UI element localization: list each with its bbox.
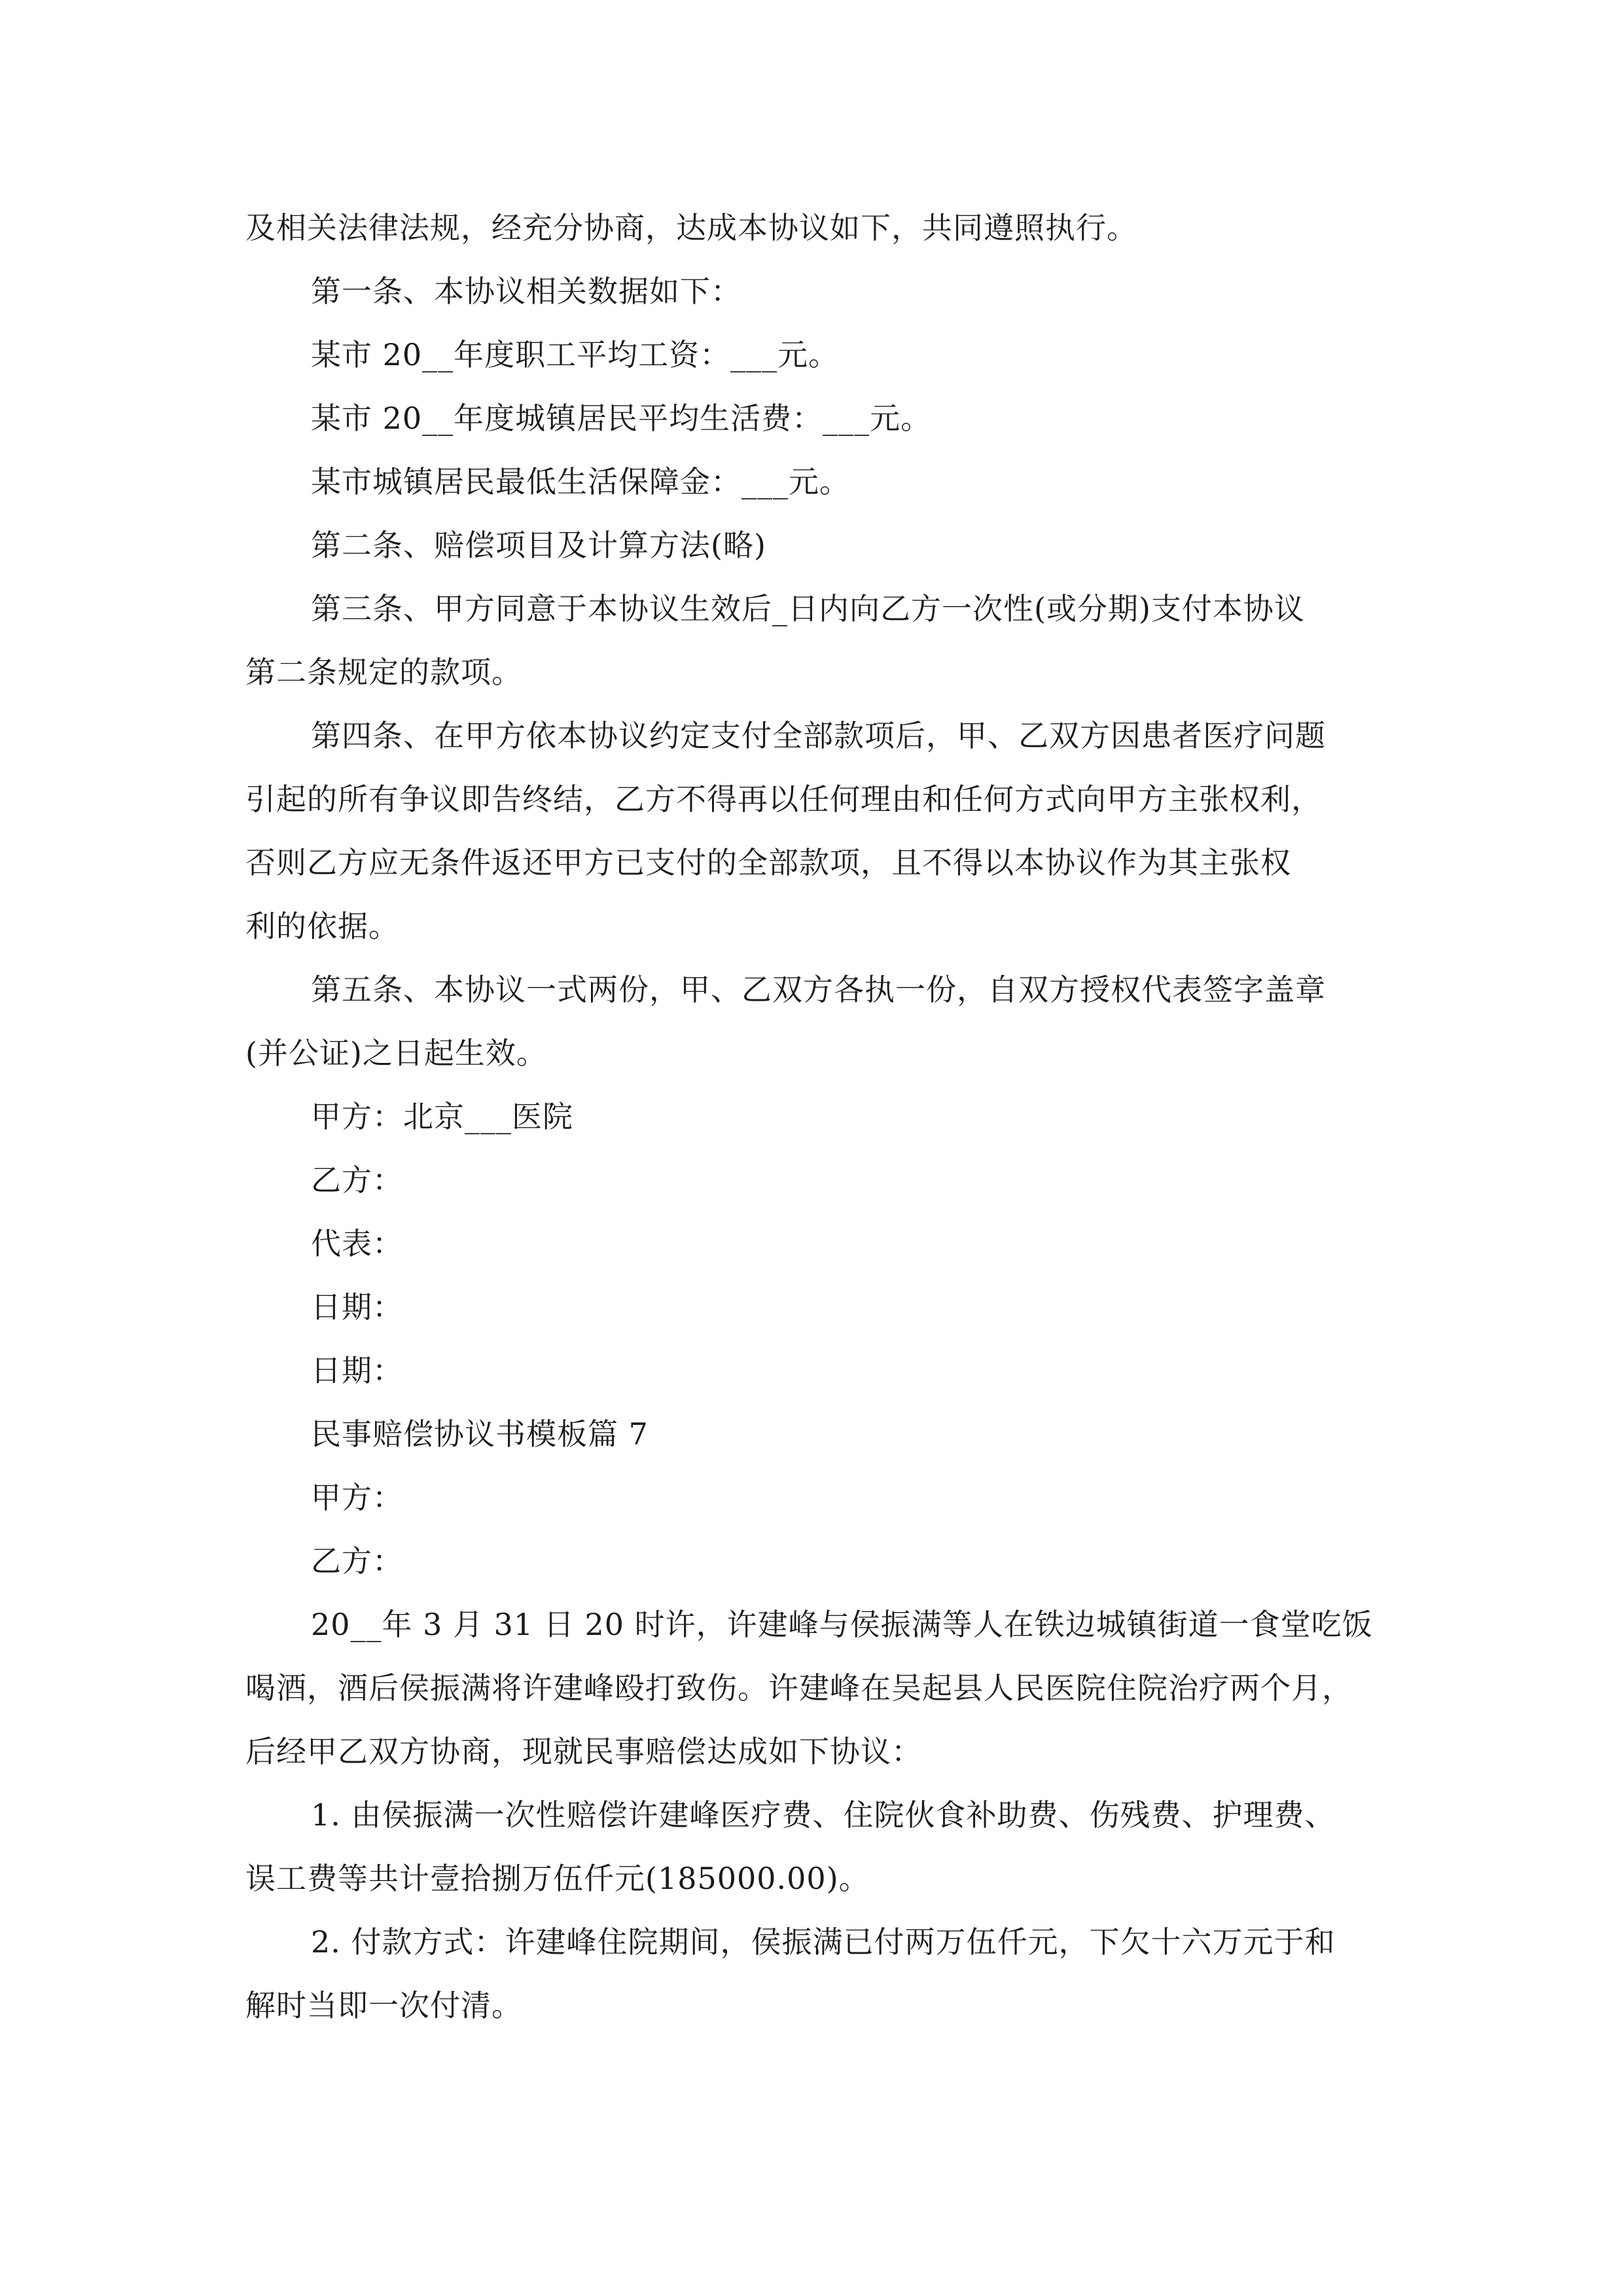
article-4-continuation-2: 否则乙方应无条件返还甲方已支付的全部款项，且不得以本协议作为其主张权 xyxy=(245,845,1291,880)
article-4-continuation-3: 利的依据。 xyxy=(245,908,399,944)
date-line-2: 日期： xyxy=(311,1353,403,1388)
article-4-line: 第四条、在甲方依本协议约定支付全部款项后，甲、乙双方因患者医疗问题 xyxy=(311,718,1326,753)
incident-paragraph-line-2: 喝酒，酒后侯振满将许建峰殴打致伤。许建峰在吴起县人民医院住院治疗两个月， xyxy=(245,1670,1353,1706)
text-line-1: 及相关法律法规，经充分协商，达成本协议如下，共同遵照执行。 xyxy=(245,210,1137,245)
date-line-1: 日期： xyxy=(311,1289,403,1325)
article-5-continuation: (并公证)之日起生效。 xyxy=(245,1035,547,1071)
party-a-signature-line: 甲方：北京___医院 xyxy=(311,1099,573,1134)
article-4-continuation-1: 引起的所有争议即告终结，乙方不得再以任何理由和任何方式向甲方主张权利， xyxy=(245,781,1322,817)
incident-paragraph-line-3: 后经甲乙双方协商，现就民事赔偿达成如下协议： xyxy=(245,1734,922,1769)
party-a-line: 甲方： xyxy=(311,1480,403,1515)
section-title: 民事赔偿协议书模板篇 7 xyxy=(311,1416,649,1452)
party-b-signature-line: 乙方： xyxy=(311,1162,403,1198)
article-3-line: 第三条、甲方同意于本协议生效后_日内向乙方一次性(或分期)支付本协议 xyxy=(311,591,1305,626)
avg-wage-line: 某市 20__年度职工平均工资：___元。 xyxy=(311,337,840,372)
min-living-guarantee-line: 某市城镇居民最低生活保障金：___元。 xyxy=(311,464,850,499)
article-2-line: 第二条、赔偿项目及计算方法(略) xyxy=(311,528,766,563)
article-5-line: 第五条、本协议一式两份，甲、乙双方各执一份，自双方授权代表签字盖章 xyxy=(311,972,1326,1007)
clause-1-line: 1. 由侯振满一次性赔偿许建峰医疗费、住院伙食补助费、伤残费、护理费、 xyxy=(311,1797,1336,1833)
representative-line: 代表： xyxy=(311,1226,403,1261)
clause-1-continuation: 误工费等共计壹拾捌万伍仟元(185000.00)。 xyxy=(245,1861,870,1896)
party-b-line: 乙方： xyxy=(311,1543,403,1579)
avg-living-cost-line: 某市 20__年度城镇居民平均生活费：___元。 xyxy=(311,401,932,436)
clause-2-continuation: 解时当即一次付清。 xyxy=(245,1988,522,2023)
article-1-heading: 第一条、本协议相关数据如下： xyxy=(311,274,741,309)
document-body xyxy=(245,196,1381,2037)
incident-paragraph-line-1: 20__年 3 月 31 日 20 时许，许建峰与侯振满等人在铁边城镇街道一食堂吃饭 xyxy=(311,1607,1373,1642)
article-3-continuation: 第二条规定的款项。 xyxy=(245,655,522,690)
clause-2-line: 2. 付款方式：许建峰住院期间，侯振满已付两万伍仟元，下欠十六万元于和 xyxy=(311,1924,1336,1960)
